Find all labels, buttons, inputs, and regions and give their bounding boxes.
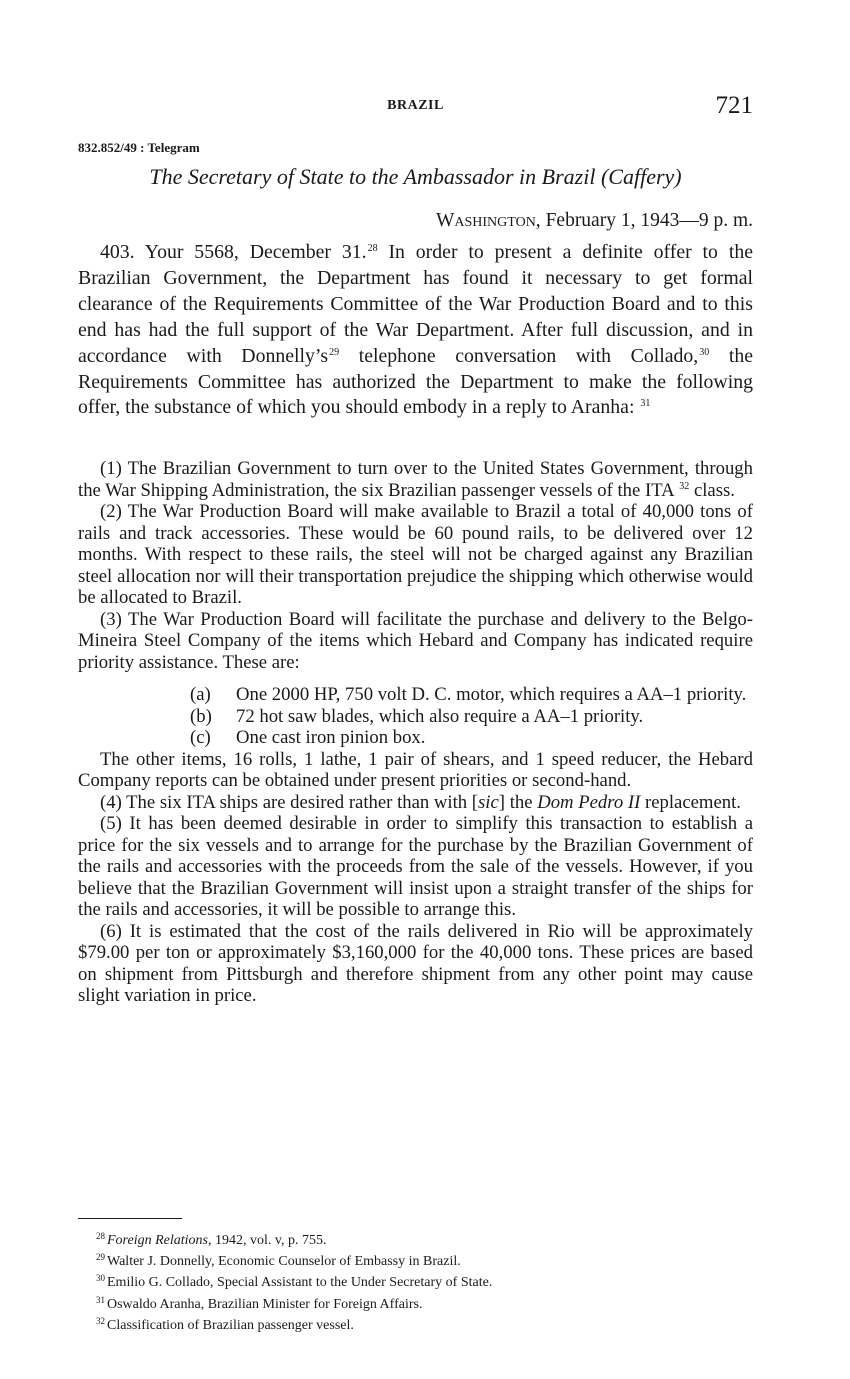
footnote	[96, 1270, 492, 1291]
footnote-italic: Foreign Relations,	[107, 1233, 212, 1248]
offer-item-6: (6) It is estimated that the cost of the rails delivered in Rio will be approximately $79.00 per ton or approximately $3,160,000 for the 40,000 tons. These prices are based on shipment from Pittsburgh and therefore shipment from any other point may cause slight variation in price.	[78, 920, 753, 1006]
footnote-divider	[78, 1218, 182, 1219]
dateline-date: February 1, 1943—9 p. m.	[545, 210, 753, 231]
document-reference: 832.852/49 : Telegram	[78, 140, 200, 155]
footnote	[96, 1313, 492, 1334]
priority-item	[122, 727, 753, 749]
body-text: In order to present a definite offer to the Brazilian Government, the Department has found it necessary to get formal clearance of the Requirements Committee of the War Production Board and to this end has had the full support of the War Department. After full discussion, and in accordance with Donnelly’s	[78, 241, 753, 367]
dateline	[436, 210, 753, 232]
footnote-number: 31	[96, 1294, 105, 1305]
item-label: (a)	[190, 684, 211, 705]
page-number: 721	[715, 92, 753, 119]
offer-item-4	[78, 792, 753, 814]
sic-mark: sic	[478, 791, 499, 813]
offer-text: replacement.	[640, 791, 741, 813]
ship-name: Dom Pedro II	[537, 791, 641, 813]
body-text: 403. Your 5568, December 31.	[100, 241, 367, 263]
footnote-text: Walter J. Donnelly, Economic Counselor of Embassy in Brazil.	[107, 1254, 461, 1270]
offer-item-1	[78, 458, 753, 501]
footnote-number: 32	[96, 1315, 105, 1326]
offer-text: (4) The six ITA ships are desired rather than with [	[100, 791, 479, 813]
item-label: (b)	[190, 705, 212, 727]
item-text: One 2000 HP, 750 volt D. C. motor, which requires a AA–1 priority.	[236, 684, 747, 705]
footnotes	[96, 1228, 492, 1334]
priority-item	[122, 706, 753, 728]
priority-item	[122, 684, 753, 706]
running-head	[78, 92, 753, 122]
footnote	[96, 1228, 492, 1249]
offer-text: ] the	[498, 791, 538, 813]
heading-recipient: (Caffery)	[600, 164, 682, 189]
item-text: 72 hot saw blades, which also require a AA–1 priority.	[236, 705, 644, 727]
item-text: One cast iron pinion box.	[236, 727, 426, 748]
offer-item-2: (2) The War Production Board will make available to Brazil a total of 40,000 tons of rails and track accessories. These would be 60 pound rails, to be delivered over 12 months. With respect to these rails, the steel will not be charged against any Brazilian steel allocation nor will their transportation prejudice the shipping which otherwise would be allocated to Brazil.	[78, 501, 753, 608]
footnote-text: Emilio G. Collado, Special Assistant to the Under Secretary of State.	[107, 1275, 493, 1291]
document-heading	[78, 164, 753, 190]
offer-terms	[78, 458, 753, 1007]
body-paragraph	[78, 240, 753, 421]
footnote-text: Classification of Brazilian passenger vessel.	[107, 1317, 354, 1333]
footnote-number: 29	[96, 1252, 105, 1263]
heading-title: The Secretary of State to the Ambassador in Brazil	[149, 164, 596, 189]
offer-item-5: (5) It has been deemed desirable in order to simplify this transaction to establish a price for the six vessels and to arrange for the purchase by the Brazilian Government of the rails and accessories with the proceeds from the sale of the vessels. However, if you believe that the Brazilian Government will insist upon a straight transfer of the ships for the rails and accessories, it will be possible to arrange this.	[78, 813, 753, 920]
footnote-ref: 31	[640, 398, 651, 410]
footnote-ref: 32	[679, 480, 690, 492]
footnote-text: 1942, vol. v, p. 755.	[211, 1233, 327, 1248]
offer-text: (1) The Brazilian Government to turn over to the United States Government, through the War Shipping Administration, the six Brazilian passenger vessels of the ITA	[78, 458, 753, 501]
footnote-number: 28	[96, 1231, 105, 1241]
body-text: the Requirements Committee has authorized the Department to make the following offer, the substance of which you should embody in a reply to Aranha:	[78, 344, 753, 419]
dateline-place: Washington,	[435, 210, 541, 231]
priority-items-list	[122, 684, 753, 749]
item-label: (c)	[190, 727, 211, 748]
body-text: telephone conversation with Collado,	[339, 344, 699, 367]
footnote-number: 30	[96, 1273, 105, 1284]
footnote-ref: 30	[699, 346, 710, 358]
offer-text: class.	[689, 479, 735, 501]
footnote-ref: 29	[329, 346, 340, 358]
footnote	[96, 1292, 492, 1313]
footnote-text: Oswaldo Aranha, Brazilian Minister for Foreign Affairs.	[107, 1296, 423, 1312]
offer-item-3: (3) The War Production Board will facilitate the purchase and delivery to the Belgo-Mineira Steel Company of the items which Hebard and Company has indicated require priority assistance. These are:	[78, 608, 753, 673]
running-title: BRAZIL	[387, 98, 444, 113]
other-items-note: The other items, 16 rolls, 1 lathe, 1 pair of shears, and 1 speed reducer, the Hebard Company reports can be obtained under present priorities or second-hand.	[78, 748, 753, 791]
footnote-ref: 28	[367, 243, 378, 254]
telegram-body	[78, 240, 753, 421]
footnote	[96, 1249, 492, 1270]
